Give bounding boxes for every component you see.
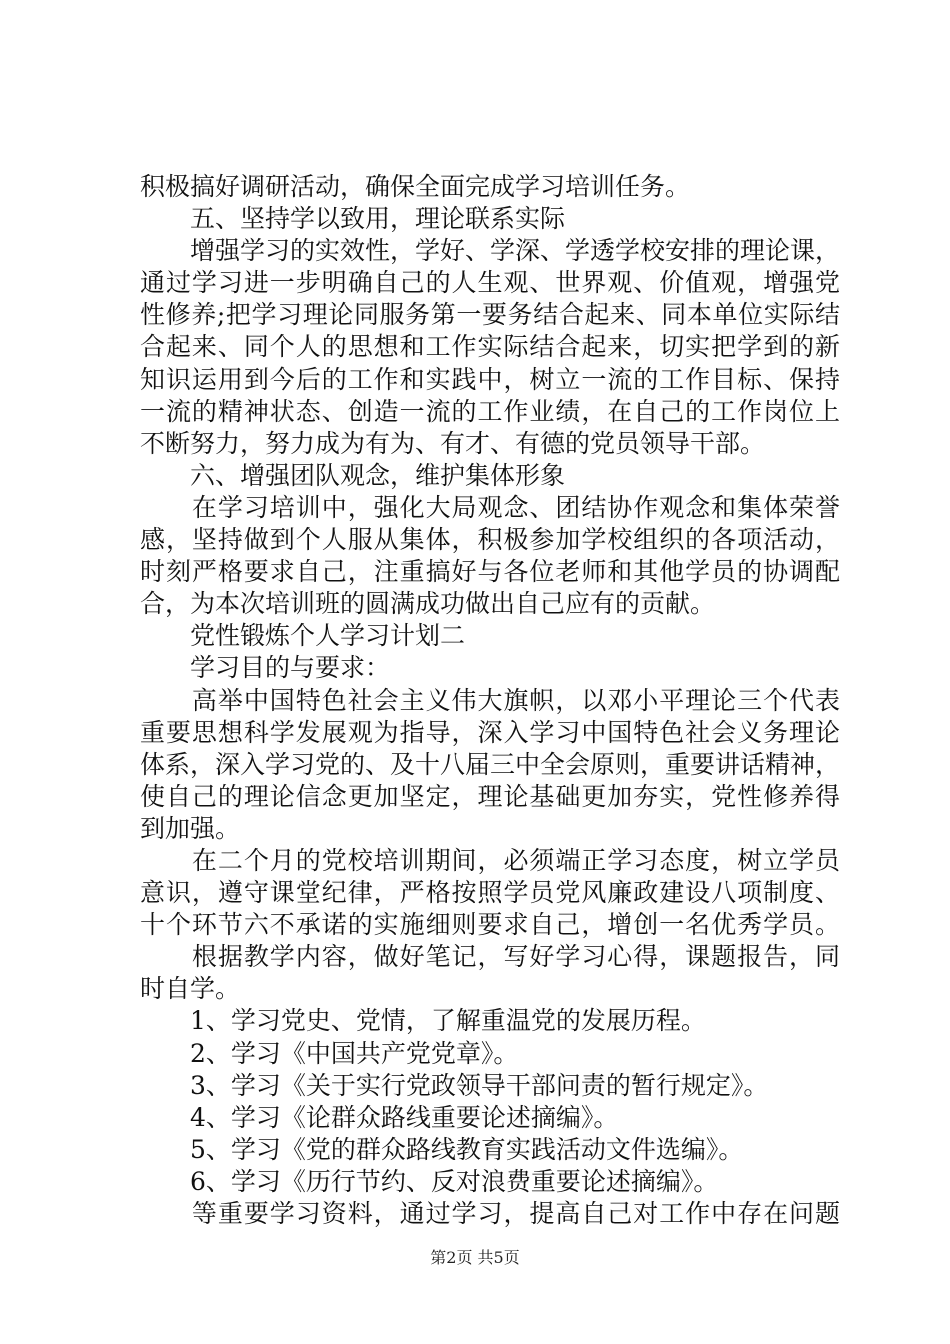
document-line: 六、增强团队观念，维护集体形象 [140, 460, 566, 490]
document-line: 使自己的理论信念更加坚定，理论基础更加夯实，党性修养得 [140, 781, 840, 811]
document-line: 高举中国特色社会主义伟大旗帜，以邓小平理论三个代表 [140, 685, 840, 715]
document-line: 1、学习党史、党情，了解重温党的发展历程。 [140, 1006, 706, 1036]
document-line: 不断努力，努力成为有为、有才、有德的党员领导干部。 [140, 428, 766, 458]
document-line: 体系，深入学习党的、及十八届三中全会原则，重要讲话精神， [140, 749, 841, 779]
document-line: 感，坚持做到个人服从集体，积极参加学校组织的各项活动， [140, 525, 840, 555]
document-line: 6、学习《历行节约、反对浪费重要论述摘编》。 [140, 1166, 719, 1196]
document-line: 学习目的与要求： [140, 653, 391, 683]
document-line: 到加强。 [140, 813, 241, 843]
document-line: 根据教学内容，做好笔记，写好学习心得，课题报告，同 [140, 942, 840, 972]
document-line: 5、学习《党的群众路线教育实践活动文件选编》。 [140, 1134, 744, 1164]
document-line: 五、坚持学以致用，理论联系实际 [140, 204, 566, 234]
document-line: 党性锻炼个人学习计划二 [140, 621, 466, 651]
document-line: 等重要学习资料，通过学习，提高自己对工作中存在问题 [140, 1199, 840, 1228]
page-footer: 第2页 共5页 [430, 1248, 520, 1267]
document-line: 积极搞好调研活动，确保全面完成学习培训任务。 [140, 172, 691, 201]
document-line: 3、学习《关于实行党政领导干部问责的暂行规定》。 [140, 1070, 769, 1100]
document-line: 一流的精神状态、创造一流的工作业绩，在自己的工作岗位上 [140, 396, 840, 426]
document-body [140, 171, 840, 1230]
document-line: 4、学习《论群众路线重要论述摘编》。 [140, 1102, 619, 1132]
document-line: 时刻严格要求自己，注重搞好与各位老师和其他学员的协调配 [140, 557, 840, 587]
document-line: 2、学习《中国共产党党章》。 [140, 1038, 519, 1068]
document-line: 十个环节六不承诺的实施细则要求自己，增创一名优秀学员。 [140, 910, 840, 940]
document-line: 增强学习的实效性，学好、学深、学透学校安排的理论课， [140, 236, 841, 266]
document-line: 重要思想科学发展观为指导，深入学习中国特色社会义务理论 [140, 717, 840, 747]
document-line: 在二个月的党校培训期间，必须端正学习态度，树立学员 [140, 845, 840, 875]
document-line: 合起来、同个人的思想和工作实际结合起来，切实把学到的新 [140, 332, 840, 362]
document-line: 合，为本次培训班的圆满成功做出自己应有的贡献。 [140, 589, 716, 619]
document-line: 在学习培训中，强化大局观念、团结协作观念和集体荣誉 [140, 492, 840, 522]
document-line: 知识运用到今后的工作和实践中，树立一流的工作目标、保持 [140, 364, 840, 394]
document-line: 性修养;把学习理论同服务第一要务结合起来、同本单位实际结 [140, 300, 840, 330]
document-line: 通过学习进一步明确自己的人生观、世界观、价值观，增强党 [140, 268, 840, 298]
document-line: 时自学。 [140, 974, 241, 1004]
document-line: 意识，遵守课堂纪律，严格按照学员党风廉政建设八项制度、 [140, 878, 840, 908]
